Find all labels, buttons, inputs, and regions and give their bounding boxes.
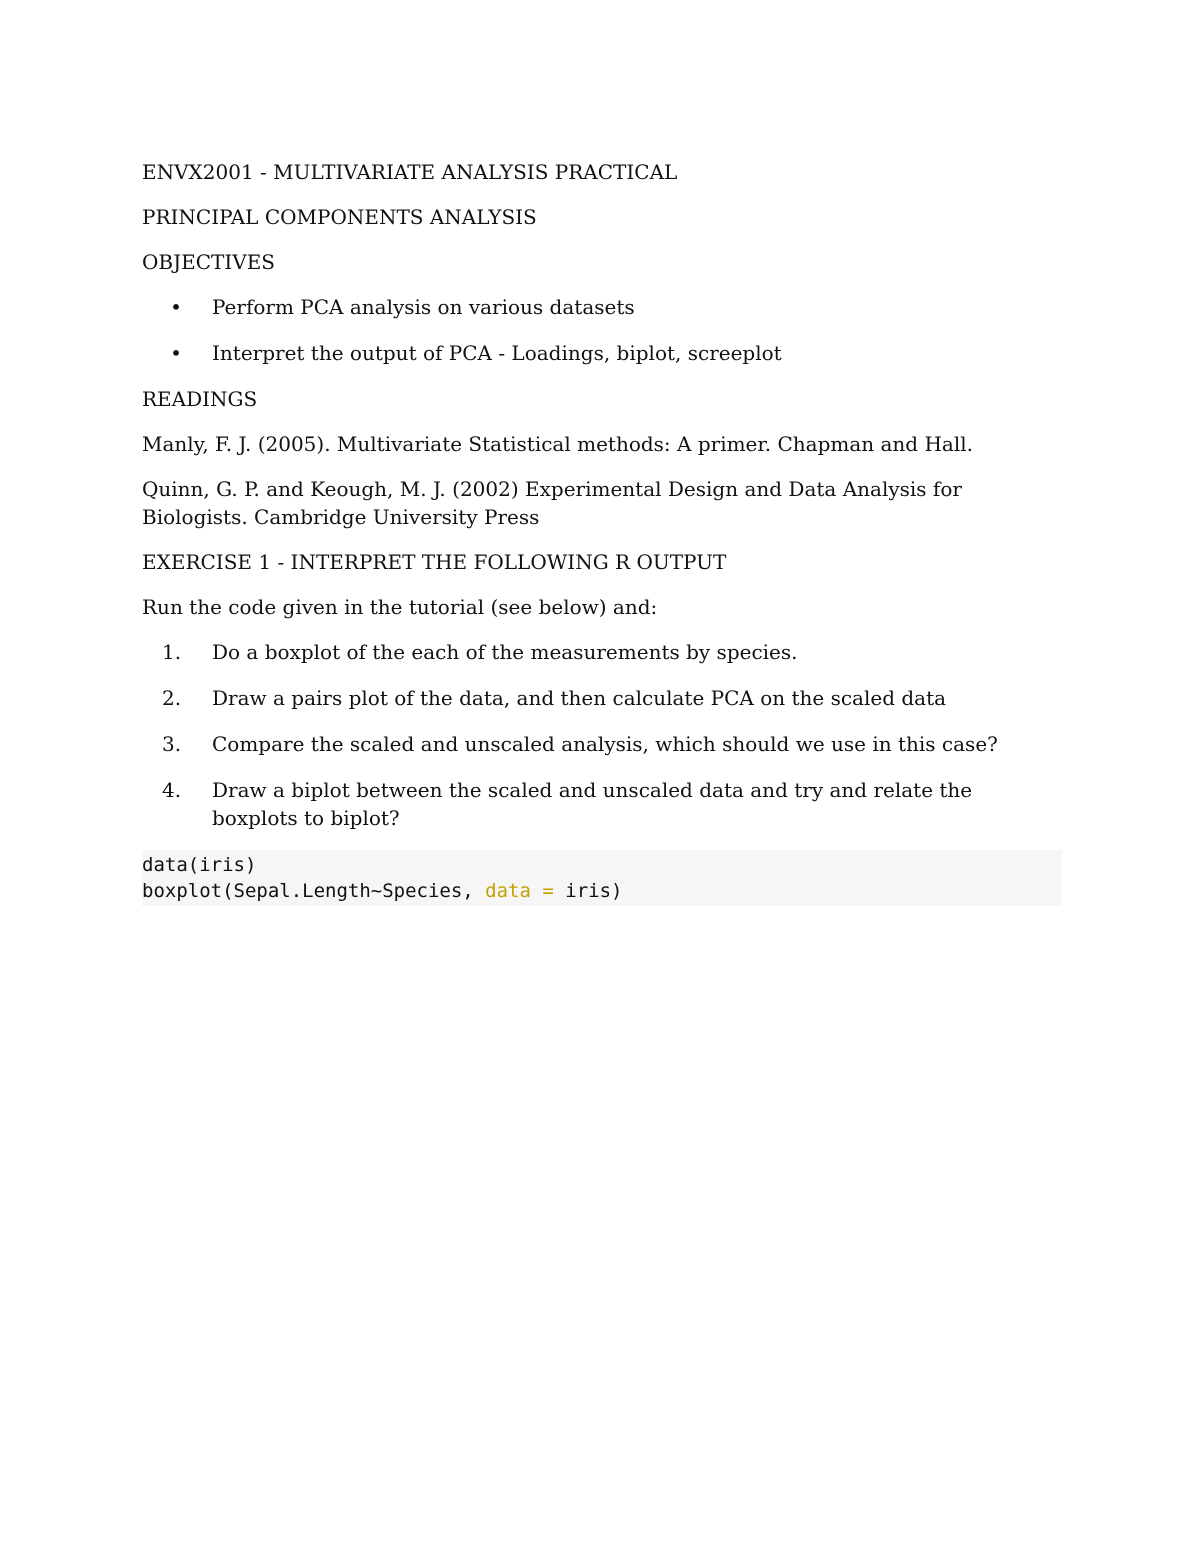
list-item: [142, 730, 1062, 758]
list-item: [142, 293, 1062, 321]
code-operator: =: [530, 880, 566, 902]
list-item: [142, 684, 1062, 712]
task-text: Do a boxplot of the each of the measurements by species.: [212, 640, 798, 664]
code-line: [142, 878, 1062, 904]
code-text: boxplot(Sepal.Length~Species,: [142, 880, 486, 902]
objectives-heading: OBJECTIVES: [142, 250, 275, 274]
bullet-icon: •: [170, 295, 182, 319]
code-block: [142, 850, 1062, 906]
document-content: [142, 158, 1062, 906]
list-item: [142, 776, 1062, 832]
code-text: iris): [565, 880, 623, 902]
code-line: data(iris): [142, 854, 257, 876]
readings-heading: READINGS: [142, 387, 258, 411]
task-text: Compare the scaled and unscaled analysis, which should we use in this case?: [212, 732, 998, 756]
task-text: Draw a biplot between the scaled and unscaled data and try and relate the boxplots to biplot?: [212, 778, 973, 830]
exercise-intro: Run the code given in the tutorial (see below) and:: [142, 595, 658, 619]
reading-reference: Manly, F. J. (2005). Multivariate Statistical methods: A primer. Chapman and Hall.: [142, 432, 973, 456]
exercise-heading: EXERCISE 1 - INTERPRET THE FOLLOWING R OUTPUT: [142, 550, 727, 574]
document-title: ENVX2001 - MULTIVARIATE ANALYSIS PRACTICAL: [142, 160, 678, 184]
task-text: Draw a pairs plot of the data, and then calculate PCA on the scaled data: [212, 686, 947, 710]
task-number: 3.: [162, 732, 182, 756]
reading-reference: Quinn, G. P. and Keough, M. J. (2002) Experimental Design and Data Analysis for Biologists. Cambridge University Press: [142, 477, 962, 529]
objective-text: Interpret the output of PCA - Loadings, biplot, screeplot: [212, 341, 782, 365]
document-subtitle: PRINCIPAL COMPONENTS ANALYSIS: [142, 205, 537, 229]
list-item: [142, 339, 1062, 367]
objectives-list: [142, 293, 1062, 367]
list-item: [142, 638, 1062, 666]
code-keyword: data: [485, 880, 531, 902]
task-number: 2.: [162, 686, 182, 710]
task-number: 1.: [162, 640, 182, 664]
tasks-list: [142, 638, 1062, 832]
objective-text: Perform PCA analysis on various datasets: [212, 295, 635, 319]
task-number: 4.: [162, 778, 182, 802]
bullet-icon: •: [170, 341, 182, 365]
